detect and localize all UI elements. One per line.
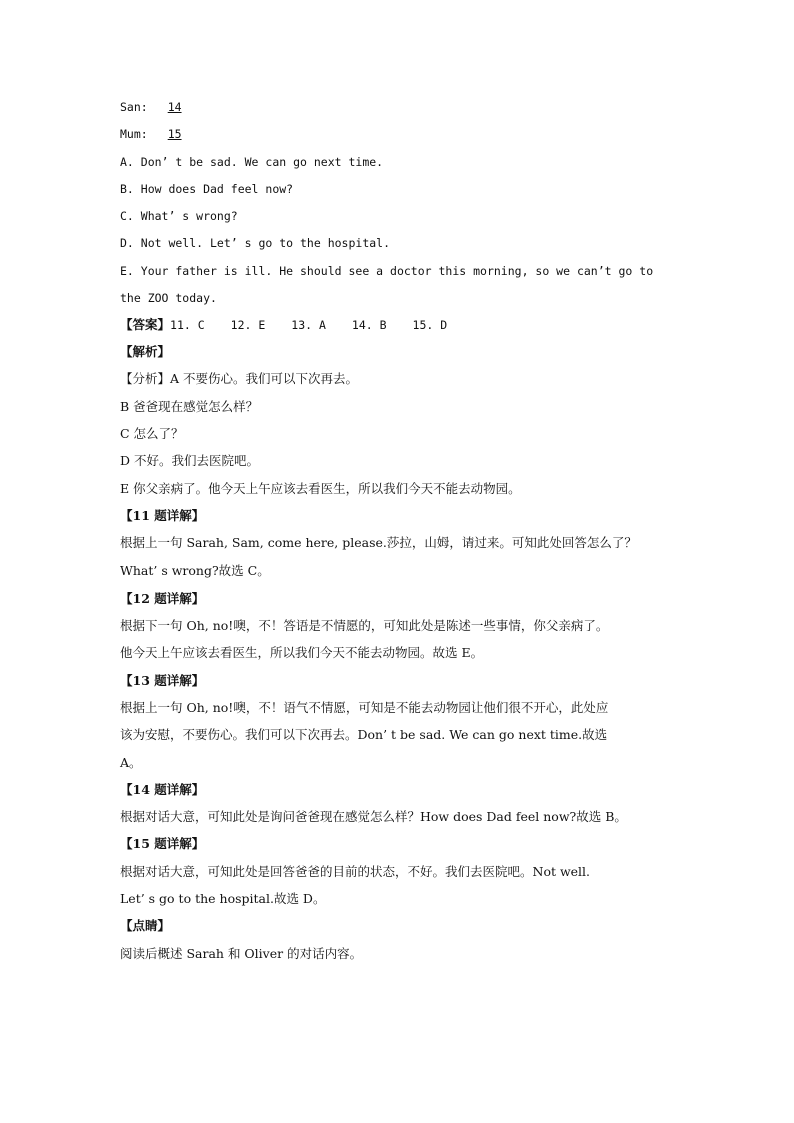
speaker-label: San: [120,100,155,114]
dianjing-text: 阅读后概述 Sarah 和 Oliver 的对话内容。 [120,946,363,961]
answer-item: 14. B [351,318,387,332]
option-a: A. Don’ t be sad. We can go next time. [120,155,384,169]
detail-11-line: What’ s wrong?故选 C。 [120,563,270,578]
answer-item: 13. A [291,318,326,332]
detail-15-line: Let’ s go to the hospital.故选 D。 [120,891,326,906]
dialogue-line-mum [120,127,195,141]
detail-13-title: 【13 题详解】 [120,673,205,688]
answer-blank-14: 14 [167,100,182,114]
dialogue-line-san [120,100,195,114]
detail-14-line: 根据对话大意，可知此处是询问爸爸现在感觉怎么样？How does Dad feel now?故选 B。 [120,809,627,824]
fenxi-line: C 怎么了？ [120,426,184,441]
option-c: C. What’ s wrong? [120,209,238,223]
option-e-continued: the ZOO today. [120,291,217,305]
answer-key [120,315,447,333]
fenxi-line: 【分析】A 不要伤心。我们可以下次再去。 [120,371,359,386]
analysis-heading: 【解析】 [120,344,171,359]
answer-item: 11. C [170,318,205,332]
detail-11-line: 根据上一句 Sarah, Sam, come here, please.莎拉，山姆，请过来。可知此处回答怎么了？ [120,535,637,550]
detail-13-line: 该为安慰，不要伤心。我们可以下次再去。Don’ t be sad. We can go next time.故选 [120,727,608,742]
dianjing-heading: 【点睛】 [120,918,171,933]
answer-item: 12. E [230,318,266,332]
option-d: D. Not well. Let’ s go to the hospital. [120,236,391,250]
detail-12-title: 【12 题详解】 [120,591,205,606]
answer-blank-15: 15 [167,127,182,141]
answer-label: 【答案】 [120,317,171,332]
speaker-label: Mum: [120,127,155,141]
detail-11-title: 【11 题详解】 [120,508,205,523]
fenxi-line: E 你父亲病了。他今天上午应该去看医生，所以我们今天不能去动物园。 [120,481,521,496]
detail-15-line: 根据对话大意，可知此处是回答爸爸的目前的状态，不好。我们去医院吧。Not well. [120,864,591,879]
fenxi-line: B 爸爸现在感觉怎么样？ [120,399,259,414]
detail-12-line: 根据下一句 Oh, no!噢，不！答语是不情愿的，可知此处是陈述一些事情，你父亲病了。 [120,618,609,633]
detail-15-title: 【15 题详解】 [120,836,205,851]
detail-14-title: 【14 题详解】 [120,782,205,797]
option-b: B. How does Dad feel now? [120,182,294,196]
detail-12-line: 他今天上午应该去看医生，所以我们今天不能去动物园。故选 E。 [120,645,484,660]
answer-item: 15. D [412,318,448,332]
detail-13-line: A。 [120,755,142,770]
option-e: E. Your father is ill. He should see a doctor this morning, so we can’t go to [120,264,654,278]
fenxi-line: D 不好。我们去医院吧。 [120,453,259,468]
detail-13-line: 根据上一句 Oh, no!噢，不！语气不情愿，可知是不能去动物园让他们很不开心，此处应 [120,700,609,715]
